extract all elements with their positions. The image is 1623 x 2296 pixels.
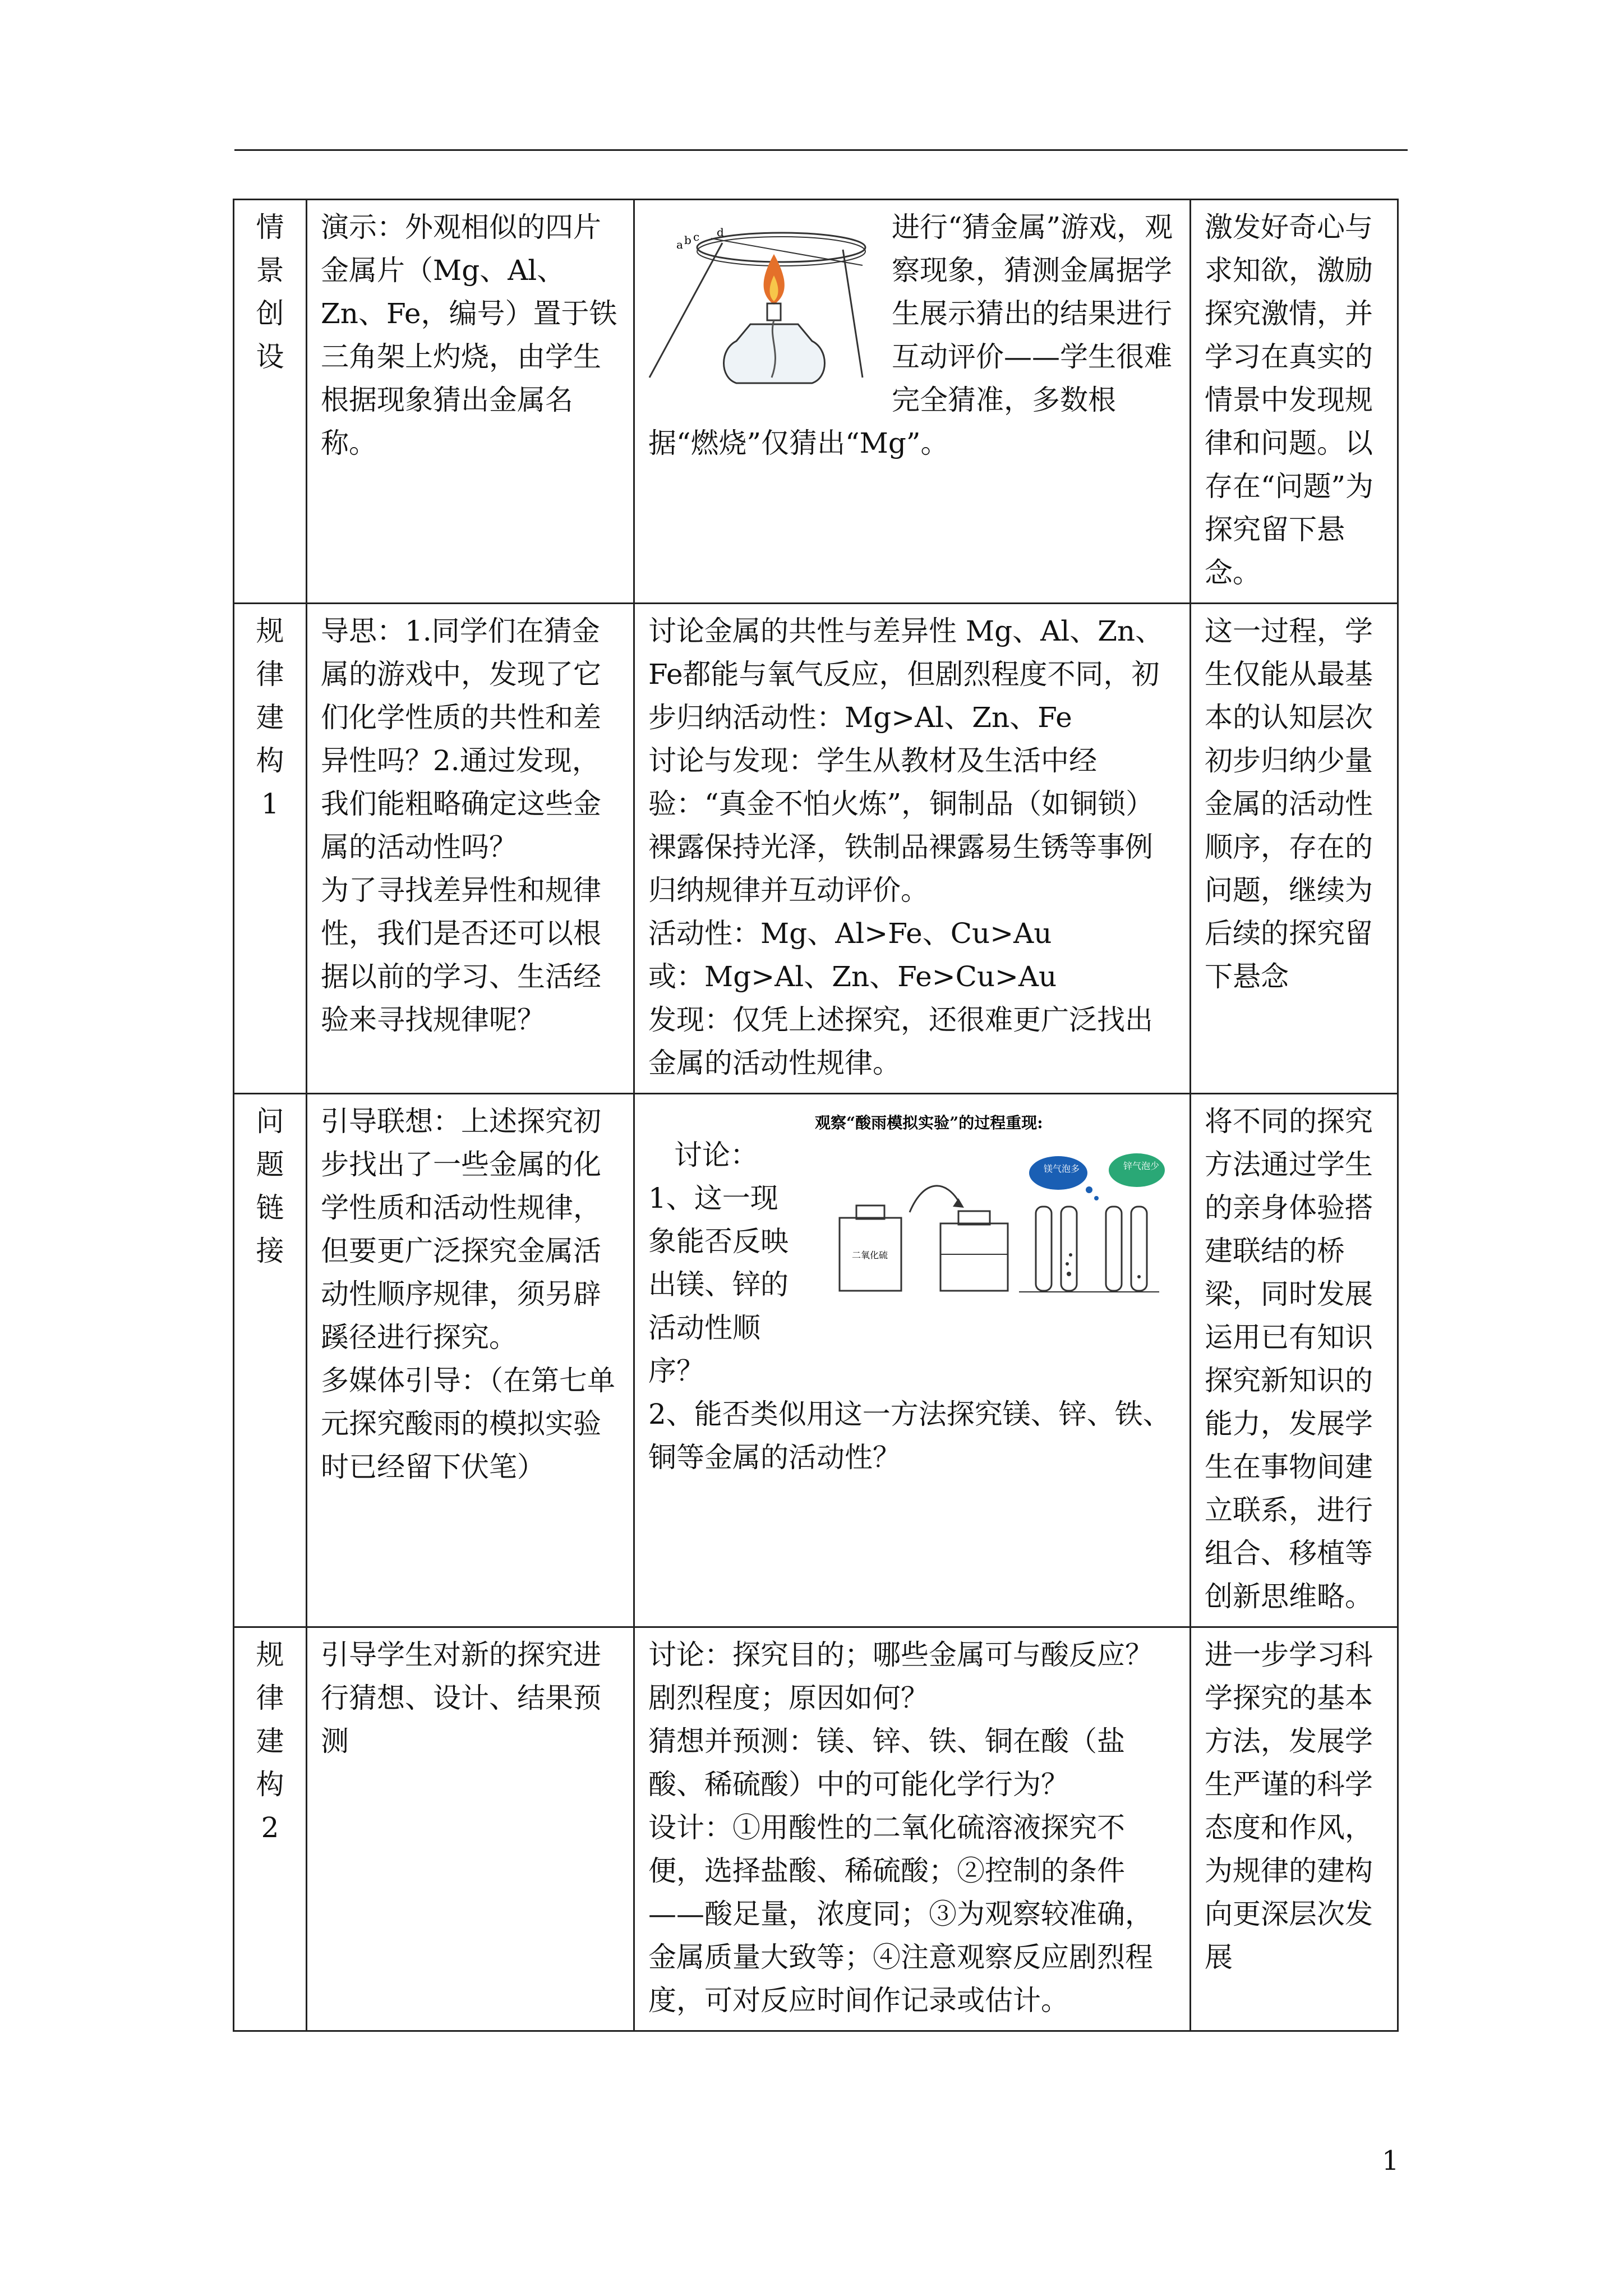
table-row <box>234 200 1398 604</box>
teacher-text: 多媒体引导：（在第七单元探究酸雨的模拟实验时已经留下伏笔） <box>321 1364 615 1483</box>
teacher-cell <box>307 604 634 1094</box>
purpose-cell <box>1191 1627 1398 2031</box>
lesson-plan-table <box>233 199 1399 2032</box>
purpose-cell <box>1191 604 1398 1094</box>
header-rule <box>234 149 1408 151</box>
teacher-text: 导思：1.同学们在猜金属的游戏中，发现了它们化学性质的共性和差异性吗？2.通过发现，我们能粗略确定这些金属的活动性吗？ <box>321 615 601 863</box>
teacher-cell <box>307 200 634 604</box>
table-row <box>234 1094 1398 1627</box>
purpose-text: 这一过程，学生仅能从最基本的认知层次初步归纳少量金属的活动性顺序，存在的问题，继续为后续的探究留下悬念 <box>1205 615 1373 993</box>
student-cell <box>634 604 1191 1094</box>
figure-label: b <box>684 233 691 247</box>
student-text: 活动性：Mg、Al>Fe、Cu>Au <box>648 917 1052 950</box>
bubble-label: 镁气泡多 <box>1044 1163 1080 1174</box>
teacher-text: 演示：外观相似的四片金属片（Mg、Al、Zn、Fe，编号）置于铁三角架上灼烧，由学生根据现象猜出金属名称。 <box>321 211 617 459</box>
student-cell <box>634 200 1191 604</box>
alcohol-lamp-figure <box>644 209 879 394</box>
purpose-text: 进一步学习科学探究的基本方法，发展学生严谨的科学态度和作风，为规律的建构向更深层次发展 <box>1205 1639 1373 1973</box>
student-text: 讨论： <box>674 1139 758 1171</box>
table-row <box>234 604 1398 1094</box>
teacher-text: 引导学生对新的探究进行猜想、设计、结果预测 <box>321 1639 601 1757</box>
stage-label: 规律建构2 <box>256 1639 284 1844</box>
teacher-text: 引导联想：上述探究初步找出了一些金属的化学性质和活动性规律，但要更广泛探究金属活动性顺序规律，须另辟蹊径进行探究。 <box>321 1105 601 1354</box>
purpose-cell <box>1191 1094 1398 1627</box>
stage-cell <box>234 200 307 604</box>
stage-label: 规律建构1 <box>256 615 284 820</box>
student-text: 发现：仅凭上述探究，还很难更广泛找出金属的活动性规律。 <box>648 1004 1153 1079</box>
student-text: 设计：①用酸性的二氧化硫溶液探究不便，选择盐酸、稀硫酸；②控制的条件——酸足量，浓度同；③为观察较准确，金属质量大致等；④注意观察反应剧烈程度，可对反应时间作记录或估计。 <box>648 1811 1153 2017</box>
stage-cell <box>234 1627 307 2031</box>
page-number: 1 <box>1382 2145 1399 2177</box>
table-row <box>234 1627 1398 2031</box>
purpose-text: 激发好奇心与求知欲，激励探究激情，并学习在真实的情景中发现规律和问题。以存在“问题”为探究留下悬念。 <box>1205 211 1374 589</box>
student-cell <box>634 1627 1191 2031</box>
stage-label: 问题链接 <box>256 1105 284 1267</box>
figure-label: d <box>717 226 724 239</box>
teacher-cell <box>307 1094 634 1627</box>
student-text: 讨论金属的共性与差异性 Mg、Al、Zn、Fe都能与氧气反应，但剧烈程度不同，初步归纳活动性：Mg>Al、Zn、Fe <box>648 615 1164 734</box>
student-text: 2、能否类似用这一方法探究镁、锌、铁、铜等金属的活动性？ <box>648 1398 1171 1474</box>
purpose-text: 将不同的探究方法通过学生的亲身体验搭建联结的桥梁，同时发展运用已有知识探究新知识的能力，发展学生在事物间建立联系，进行组合、移植等创新思维略。 <box>1205 1105 1373 1613</box>
student-cell <box>634 1094 1191 1627</box>
stage-cell <box>234 604 307 1094</box>
figure-label: a <box>676 238 683 251</box>
purpose-cell <box>1191 200 1398 604</box>
student-text: 或：Mg>Al、Zn、Fe>Cu>Au <box>648 960 1057 993</box>
figure-caption: 观察“酸雨模拟实验”的过程重现: <box>815 1114 1043 1132</box>
student-text: 讨论与发现：学生从教材及生活中经验：“真金不怕火炼”，铜制品（如铜锁）裸露保持光泽，铁制品裸露易生锈等事例归纳规律并互动评价。 <box>648 744 1154 907</box>
student-text: 1、这一现象能否反映出镁、锌的活动性顺序？ <box>648 1182 789 1387</box>
student-text: 猜想并预测：镁、锌、铁、铜在酸（盐酸、稀硫酸）中的可能化学行为？ <box>648 1725 1125 1801</box>
jar-label: 二氧化硫 <box>852 1250 888 1260</box>
student-text: 进行“猜金属”游戏，观察现象，猜测金属据学生展示猜出的结果进行互动评价——学生很难完全猜准，多数根据“燃烧”仅猜出“Mg”。 <box>648 211 1173 459</box>
stage-cell <box>234 1094 307 1627</box>
stage-label: 情景创设 <box>256 211 284 373</box>
figure-label: c <box>693 230 700 243</box>
teacher-cell <box>307 1627 634 2031</box>
acid-rain-experiment-figure <box>811 1106 1176 1308</box>
student-text: 讨论：探究目的；哪些金属可与酸反应？剧烈程度；原因如何？ <box>648 1639 1153 1714</box>
teacher-text: 为了寻找差异性和规律性，我们是否还可以根据以前的学习、生活经验来寻找规律呢？ <box>321 874 601 1036</box>
bubble-label: 锌气泡少 <box>1123 1161 1160 1171</box>
